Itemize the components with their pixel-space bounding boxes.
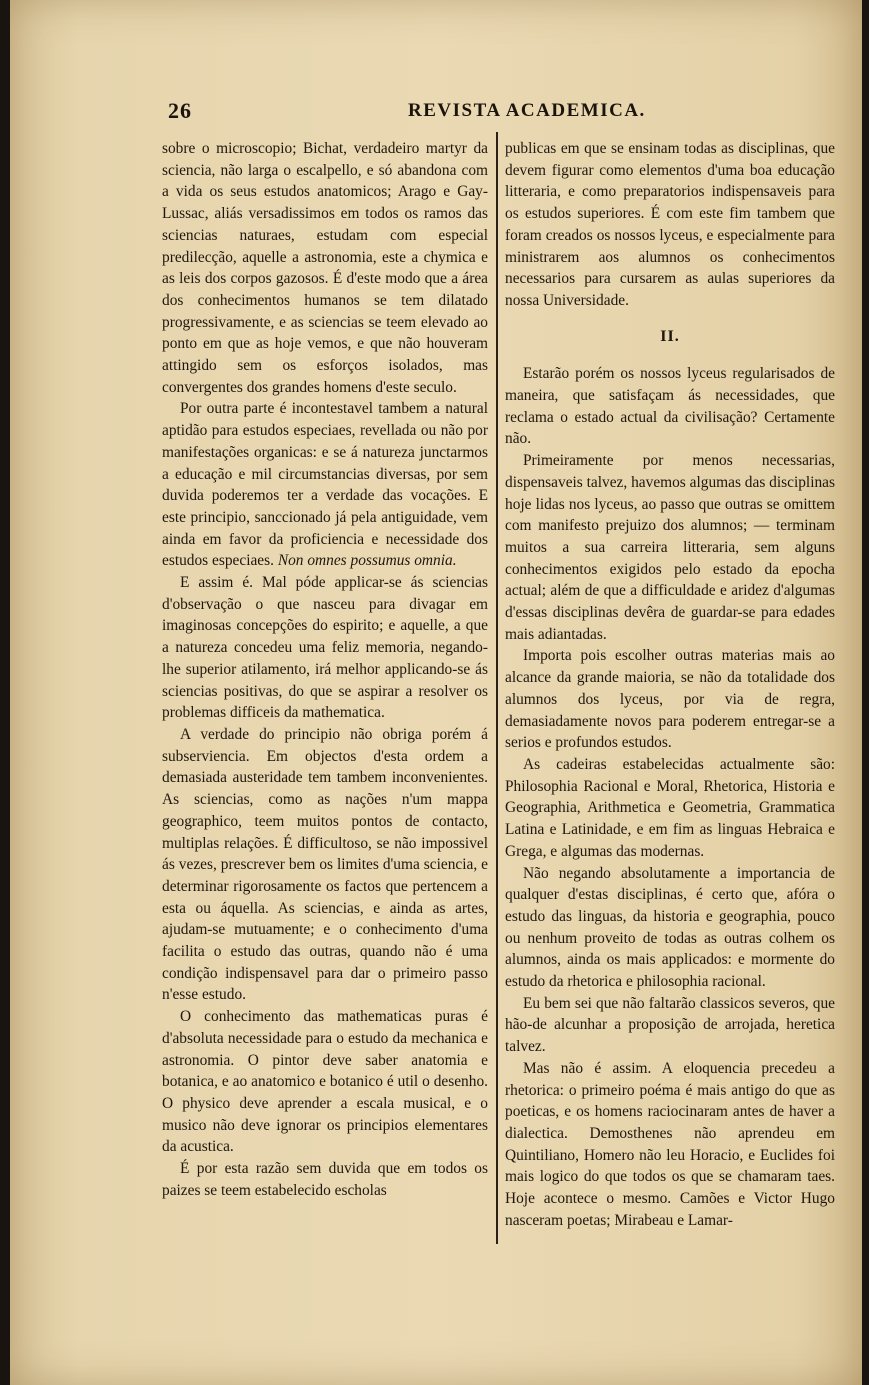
paragraph: publicas em que se ensinam todas as disciplinas, que devem figurar como elementos d'uma boa educação litteraria, e como preparatorios indispensaveis para os estudos superiores. É com este fim tambem que foram creados os nossos lyceus, e especialmente para ministrarem aos alumnos os conhecimentos necessarios para cursarem as aulas superiores da nossa Universidade. <box>505 140 835 309</box>
left-column <box>162 138 488 1258</box>
latin-quote: Non omnes possumus omnia. <box>277 552 457 570</box>
page <box>10 0 862 1385</box>
paragraph: Estarão porém os nossos lyceus regularisados de maneira, que satisfaçam ás necessidades, que reclama o estado actual da civilisação? Certamente não. <box>505 365 835 448</box>
paragraph: E assim é. Mal póde applicar-se ás sciencias d'observação o que nasceu para divagar em imaginosas concepções do espirito; e aquelle, a que a natureza concedeu uma feliz memoria, negando-lhe superior atilamento, irá melhor applicando-se ás sciencias positivas, do que se aspirar a resolver os problemas difficeis da mathematica. <box>162 574 488 722</box>
column-divider <box>496 132 498 1244</box>
paragraph: Importa pois escolher outras materias mais ao alcance da grande maioria, se não da totalidade dos alumnos dos lyceus, por via de regra, demasiadamente novos para poderem entregar-se a serios e profundos estudos. <box>505 647 835 752</box>
right-column <box>505 138 835 1258</box>
paragraph: Eu bem sei que não faltarão classicos severos, que hão-de alcunhar a proposição de arrojada, heretica talvez. <box>505 994 835 1056</box>
paragraph: Primeiramente por menos necessarias, dispensaveis talvez, havemos algumas das disciplinas hoje lidas nos lyceus, ao passo que outras se omittem com manifesto prejuizo dos alumnos; — terminam muitos a sua carreira litteraria, sem alguns conhecimentos exigidos pelo estado da epocha actual; além de que a difficuldade e aridez d'algumas d'essas disciplinas devêra de guardar-se para edades mais adiantadas. <box>505 452 835 643</box>
paragraph: A verdade do principio não obriga porém á subserviencia. Em objectos d'esta ordem a demasiada austeridade tem tambem inconvenientes. As sciencias, como as nações n'um mappa geographico, teem muitos pontos de contacto, multiplas relações. É difficultoso, se não impossivel ás vezes, prescrever bem os limites d'uma sciencia, e determinar rigorosamente os factos que pertencem a esta ou áquella. As sciencias, e ainda as artes, ajudam-se mutuamente; e o conhecimento d'uma facilita o estudo das outras, quando não é uma condição indispensavel para dar o primeiro passo n'esse estudo. <box>162 725 488 1004</box>
page-header <box>168 98 836 128</box>
paragraph: As cadeiras estabelecidas actualmente são: Philosophia Racional e Moral, Rhetorica, Historia e Geographia, Arithmetica e Geometria, Grammatica Latina e Latinidade, e em fim as linguas Hebraica e Grega, e algumas das modernas. <box>505 755 835 860</box>
paragraph <box>162 398 488 572</box>
section-heading: II. <box>660 327 680 345</box>
paragraph-text: Por outra parte é incontestavel tambem a natural aptidão para estudos especiaes, revellada ou não por manifestações organicas: e se á natureza junctarmos a educação e mil circumstancias diversas, por sem duvida poderemos ter a verdade das vocações. E este principio, sanccionado já pela antiguidade, vem ainda em favor da proficiencia e necessidade dos estudos especiaes. <box>162 400 488 570</box>
paragraph: Mas não é assim. A eloquencia precedeu a rhetorica: o primeiro poéma é mais antigo do que as poeticas, e os homens raciocinaram antes de haver a dialectica. Demosthenes não aprendeu em Quintiliano, Homero não leu Horacio, e Euclides foi mais logico do que todos os que se chamaram taes. Hoje acontece o mesmo. Camões e Victor Hugo nasceram poetas; Mirabeau e Lamar- <box>505 1059 835 1229</box>
paragraph: Não negando absolutamente a importancia de qualquer d'estas disciplinas, é certo que, afóra o estudo das linguas, da historia e geographia, pouco ou nenhum proveito de todas as outras colhem os alumnos, ainda os mais applicados: e mormente do estudo da rhetorica e philosophia racional. <box>505 864 835 991</box>
paragraph: É por esta razão sem duvida que em todos os paizes se teem estabelecido escholas <box>162 1160 488 1199</box>
running-title: REVISTA ACADEMICA. <box>408 100 646 121</box>
paragraph: sobre o microscopio; Bichat, verdadeiro martyr da sciencia, não larga o escalpello, e só abandona com a vida os seus estudos anatomicos; Arago e Gay-Lussac, aliás versadissimos em todos os ramos das sciencias naturaes, estudam com especial predilecção, aquelle a astronomia, este a chymica e as leis dos corpos gazosos. É d'este modo que a área dos conhecimentos humanos se tem dilatado progressivamente, e as sciencias se teem elevado ao ponto em que as hoje vemos, e que não houveram attingido sem os esforços isolados, mas convergentes dos grandes homens d'este seculo. <box>162 140 488 396</box>
paragraph: O conhecimento das mathematicas puras é d'absoluta necessidade para o estudo da mechanica e astronomia. O pintor deve saber anatomia e botanica, e ao anatomico e botanico é util o desenho. O physico deve aprender a escala musical, e o musico não deve ignorar os principios elementares da acustica. <box>162 1008 488 1156</box>
page-number: 26 <box>168 98 192 123</box>
